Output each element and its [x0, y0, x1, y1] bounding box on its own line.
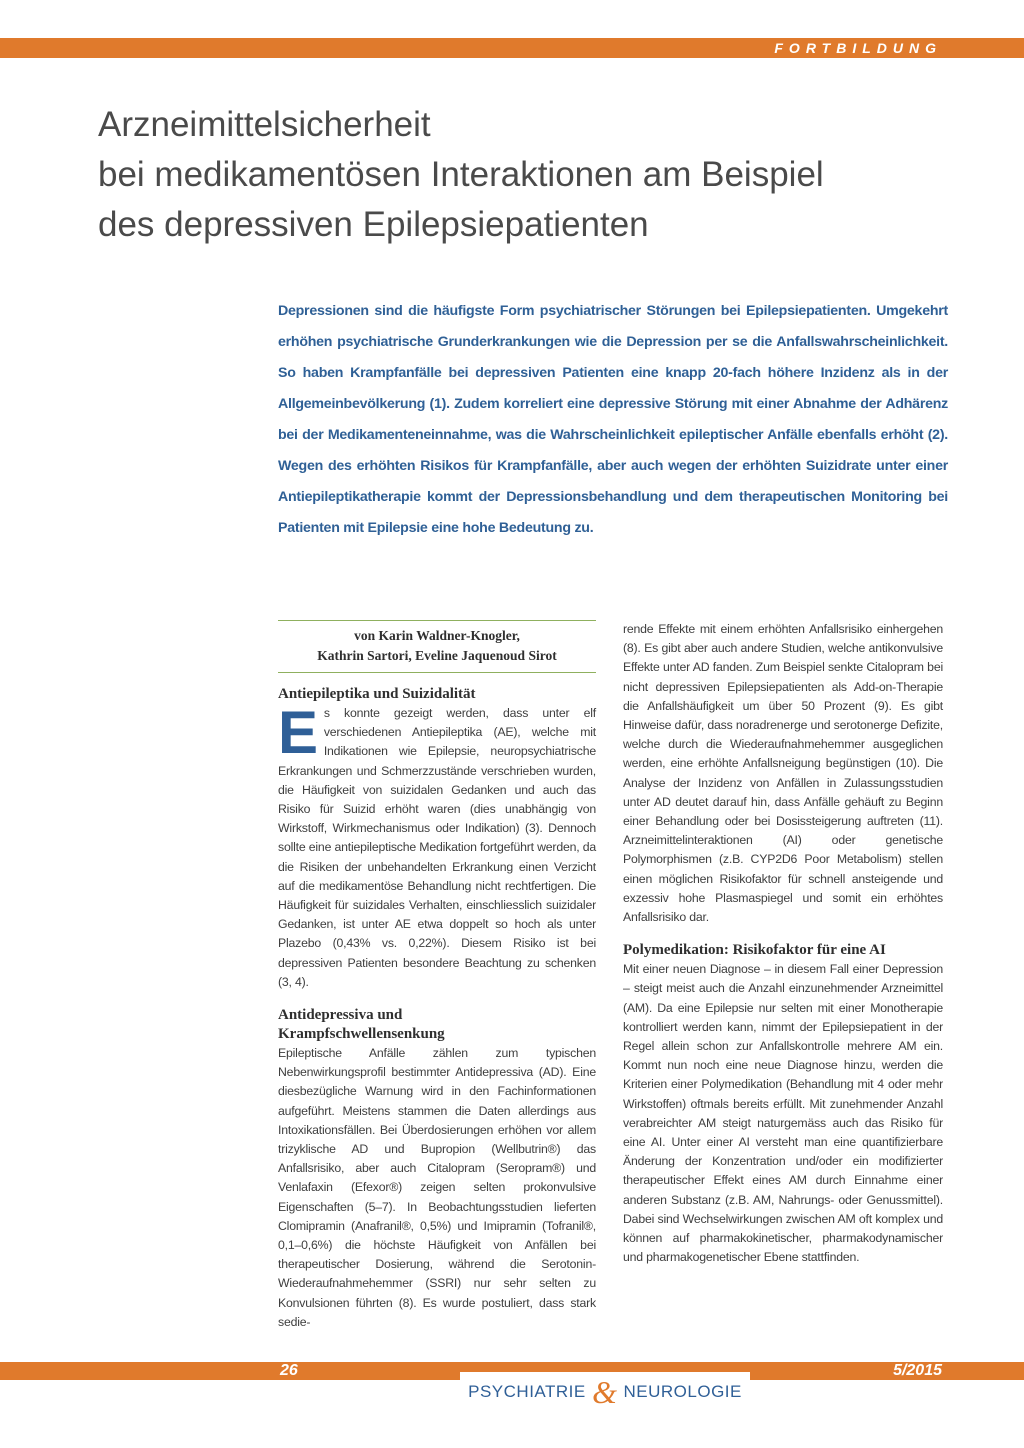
section-text-antidepressiva-part1: Epileptische Anfälle zählen zum typischen Nebenwirkungsprofil bestimmter Antidepressiva (AD). Eine diesbezügliche Warnung wird in den Fachinformationen aufgeführt. Meistens stammen die Daten allerdings aus Intoxikationsfällen. Bei Überdosierungen erhöhen vor allem trizyklische AD und Bupropion (Wellbutrin®) das Anfallsrisiko, aber auch Citalopram (Seropram®) und Venlafaxin (Efexor®) zeigen selten prokonvulsive Eigenschaften (5–7). In Beobachtungsstudien lieferten Clomipramin (Anafranil®, 0,5%) und Imipramin (Tofranil®, 0,1–0,6%) die höchste Häufigkeit von Anfällen bei therapeutischer Dosierung, während die Serotonin-Wiederaufnahmehemmer (SSRI) nur sehr selten zu Konvulsionen führten (8). Es wurde postuliert, dass stark sedie- [278, 1046, 596, 1329]
author-box [278, 620, 596, 673]
author-line-1: von Karin Waldner-Knogler, [354, 628, 520, 643]
section-label: FORTBILDUNG [774, 40, 942, 56]
title-line-1: Arzneimittelsicherheit [98, 105, 431, 144]
header-bar [0, 38, 1024, 58]
section-heading-antidepressiva [278, 1006, 596, 1044]
title-line-2: bei medikamentösen Interaktionen am Beispiel [98, 155, 824, 194]
section-text-antidepressiva-part2: rende Effekte mit einem erhöhten Anfallsrisiko einhergehen (8). Es gibt aber auch andere Studien, welche antikonvulsive Effekte unter AD fanden. Zum Beispiel senkte Citalopram bei nicht depressiven Epilepsiepatienten als Add-on-Therapie die Anfallshäufigkeit um über 50 Prozent (9). Es gibt Hinweise dafür, dass noradrenerge und serotonerge Defizite, welche durch die Wiederaufnahmehemmer ausgeglichen werden, eine erhöhte Anfallsneigung begünstigen (10). Die Analyse der Inzidenz von Anfällen in Zulassungsstudien unter AD deutet darauf hin, dass Anfälle gehäuft zu Beginn einer Behandlung oder bei Dosissteigerung auftreten (11). Arzneimittelinteraktionen (AI) oder genetische Polymorphismen (z.B. CYP2D6 Poor Metabolism) stellen einen möglichen Risikofaktor für schnell ansteigende und exzessiv hohe Plasmaspiegel und somit ein erhöhtes Anfallsrisiko dar. [623, 622, 943, 925]
section-text-polymedikation: Mit einer neuen Diagnose – in diesem Fall einer Depression – steigt meist auch die Anzahl einzunehmender Arzneimittel (AM). Da eine Epilepsie nur selten mit einer Monotherapie kontrolliert werden kann, nimmt der Epilepsiepatient in der Regel allein schon zur Anfallskontrolle mehrere AM ein. Kommt nun noch eine neue Diagnose hinzu, werden die Kriterien einer Polymedikation (Behandlung mit 4 oder mehr Wirkstoffen) oftmals bereits erfüllt. Mit zunehmender Anzahl verabreichter AM steigt naturgemäss auch das Risiko für eine AI. Unter einer AI versteht man eine quantifizierbare Änderung der Konzentration und/oder ein modifizierter therapeutischer Effekt eines AM durch Einnahme einer anderen Substanz (z.B. AM, Nahrungs- oder Genussmittel). Dabei sind Wechselwirkungen zwischen AM oft komplex und können auf pharmakokinetischer, pharmakodynamischer und pharmakogenetischer Ebene stattfinden. [623, 962, 943, 1265]
journal-ampersand: & [592, 1374, 618, 1410]
section-heading-antiepileptika: Antiepileptika und Suizidalität [278, 686, 476, 702]
journal-word-psychiatrie: PSYCHIATRIE [468, 1382, 586, 1401]
drop-cap: E [278, 699, 318, 766]
author-line-2: Kathrin Sartori, Eveline Jaquenoud Sirot [317, 648, 557, 663]
page-number: 26 [280, 1362, 298, 1379]
section1-body: s konnte gezeigt werden, dass unter elf verschiedenen Antiepileptika (AE), welche mit Indikationen wie Epilepsie, neuropsychiatrische Erkrankungen und Schmerzzustände verschrieben wurden, die Häufigkeit von suizidalen Gedanken und auch das Risiko für Suizid erhöht waren (dies unabhängig von Wirkstoff, Wirkmechanismus oder Indikation) (3). Dennoch sollte eine antiepileptische Medikation fortgeführt werden, da die Risiken der unbehandelten Erkrankung einen Verzicht auf die medikamentöse Behandlung nicht rechtfertigen. Die Häufigkeit für suizidales Verhalten, einschliesslich suizidaler Gedanken, ist unter AE etwa doppelt so hoch als unter Plazebo (0,43% vs. 0,22%). Diesem Risiko ist bei depressiven Patienten besondere Beachtung zu schenken (3, 4). [278, 706, 596, 989]
section2-heading-line-2: Krampfschwellensenkung [278, 1026, 445, 1043]
journal-word-neurologie: NEUROLOGIE [623, 1382, 742, 1401]
section-text-antiepileptika [278, 699, 596, 992]
section-heading-polymedikation: Polymedikation: Risikofaktor für eine AI [623, 942, 886, 959]
title-line-3: des depressiven Epilepsiepatienten [98, 205, 649, 244]
right-column [623, 620, 943, 1268]
article-title [98, 100, 958, 250]
journal-logo [460, 1372, 750, 1412]
section2-heading-line-1: Antidepressiva und [278, 1007, 403, 1024]
lead-paragraph: Depressionen sind die häufigste Form psychiatrischer Störungen bei Epilepsiepatienten. Umgekehrt erhöhen psychiatrische Grunderkrankungen wie die Depression per se die Anfallswahrscheinlichkeit. So haben Krampfanfälle bei depressiven Patienten eine knapp 20-fach höhere Inzidenz als in der Allgemeinbevölkerung (1). Zudem korreliert eine depressive Störung mit einer Abnahme der Adhärenz bei der Medikamenteneinnahme, was die Wahrscheinlichkeit epileptischer Anfälle ebenfalls erhöht (2). Wegen des erhöhten Risikos für Krampfanfälle, aber auch wegen der erhöhten Suizidrate unter einer Antiepileptikatherapie kommt der Depressionsbehandlung und dem therapeutischen Monitoring bei Patienten mit Epilepsie eine hohe Bedeutung zu. [278, 303, 948, 536]
left-column [278, 620, 596, 1332]
issue-number: 5/2015 [893, 1362, 942, 1379]
